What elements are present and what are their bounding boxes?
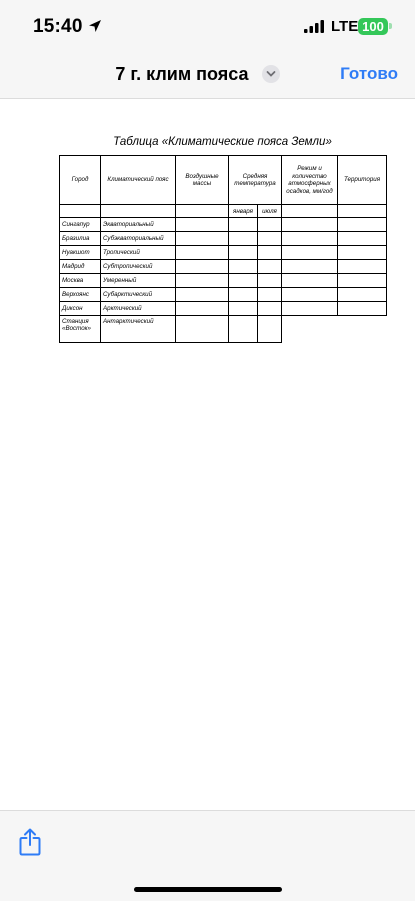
network-type: LTE (331, 18, 359, 35)
climate-table (59, 155, 387, 343)
zone-cell: Антарктический (101, 316, 176, 343)
city-cell: Верхоянс (60, 288, 101, 302)
city-cell: Нуакшот (60, 246, 101, 260)
header-precipitation: Режим и количество атмосферных осадков, мм/год (282, 156, 338, 205)
city-cell: Диксон (60, 302, 101, 316)
table-row (60, 288, 387, 302)
zone-cell: Субэкваториальный (101, 232, 176, 246)
zone-cell: Субарктический (101, 288, 176, 302)
table-row (60, 302, 387, 316)
city-cell: Сингапур (60, 218, 101, 232)
status-time: 15:40 (33, 16, 83, 37)
subheader-january: января (229, 205, 258, 218)
city-cell: Станция «Восток» (60, 316, 101, 343)
done-button[interactable]: Готово (340, 64, 398, 83)
cellular-signal-icon (304, 20, 324, 33)
header-territory: Территория (338, 156, 387, 205)
table-row (60, 218, 387, 232)
location-arrow-icon (88, 19, 102, 33)
zone-cell: Умеренный (101, 274, 176, 288)
zone-cell: Экваториальный (101, 218, 176, 232)
header-city: Город (60, 156, 101, 205)
city-cell: Бразилиа (60, 232, 101, 246)
table-title: Таблица «Климатические пояса Земли» (113, 136, 332, 148)
bottom-toolbar (0, 810, 415, 901)
header-zone: Климатический пояс (101, 156, 176, 205)
header-temperature: Средняя температура (229, 156, 282, 205)
table-row (60, 232, 387, 246)
zone-cell: Субтропический (101, 260, 176, 274)
battery-icon: 100 (358, 18, 388, 35)
status-bar (0, 0, 415, 52)
document-page (0, 99, 415, 810)
nav-bar (0, 52, 415, 99)
document-title-menu[interactable] (0, 63, 395, 85)
chevron-down-icon[interactable] (262, 65, 280, 83)
subheader-july: июля (258, 205, 282, 218)
table-row (60, 246, 387, 260)
zone-cell: Арктический (101, 302, 176, 316)
zone-cell: Тропический (101, 246, 176, 260)
table-row (60, 316, 387, 343)
share-icon[interactable] (19, 828, 41, 856)
battery-cap (389, 23, 392, 29)
header-air-masses: Воздушные массы (176, 156, 229, 205)
city-cell: Москва (60, 274, 101, 288)
city-cell: Мадрид (60, 260, 101, 274)
table-row (60, 274, 387, 288)
table-row (60, 260, 387, 274)
home-indicator[interactable] (134, 887, 282, 892)
nav-title: 7 г. клим пояса (115, 63, 249, 84)
